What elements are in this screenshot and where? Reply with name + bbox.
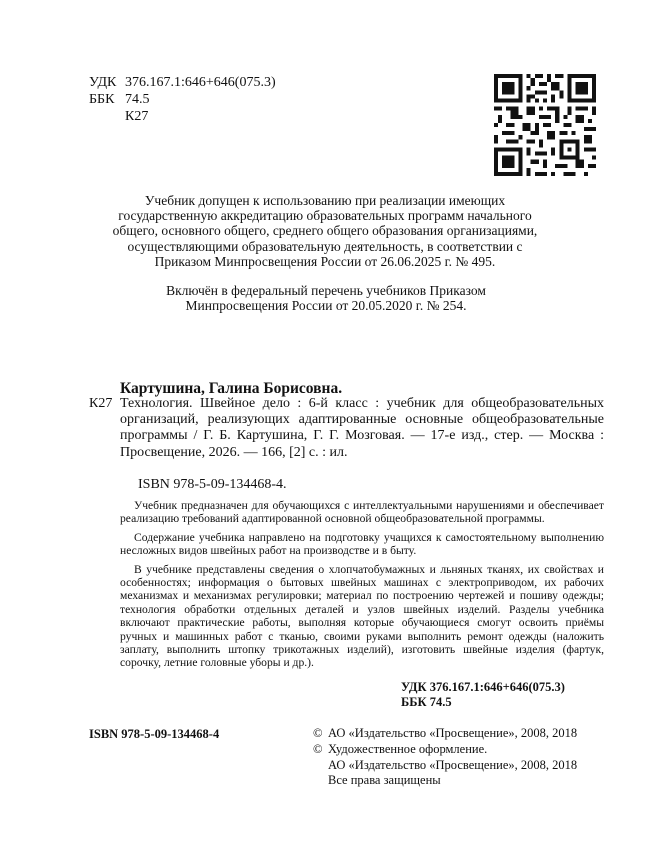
approval-statement: Учебник допущен к использованию при реализации имеющих государственную аккредитацию образовательных программ начального общего, основного общего, среднего общего образования организациями, осуществляющими образовательную деятельность, в соответствии с Приказом Минпросвещения России от 26.06.2025 г. № 495. [112, 193, 538, 269]
author-mark-row [89, 108, 276, 125]
abstract-paragraph: Учебник предназначен для обучающихся с интеллектуальными нарушениями и обеспечивает реализацию требований адаптированной основной общеобразовательной программы. [120, 499, 604, 526]
abstract [120, 499, 604, 675]
udk-row [89, 74, 276, 91]
qr-code-icon [494, 74, 596, 176]
copyright-block [313, 726, 577, 789]
footer-isbn: ISBN 978-5-09-134468-4 [89, 727, 220, 741]
footer-classification [401, 680, 565, 710]
copyright-symbol: © [313, 741, 323, 756]
copyright-line: © Художественное оформление. [313, 741, 488, 756]
udk-label: УДК [89, 75, 117, 90]
bbk-value: 74.5 [125, 92, 150, 107]
bbk-label: ББК [89, 92, 115, 107]
bibliographic-isbn: ISBN 978-5-09-134468-4. [138, 477, 287, 492]
bibliographic-description: Технология. Швейное дело : 6-й класс : учебник для общеобразовательных организаций, реализующих адаптированные основные общеобразовательные программы / Г. Б. Картушина, Г. Г. Мозговая. — 17-е изд., стер. — Москва : Просвещение, 2026. — 166, [2] с. : ил. [120, 396, 604, 460]
classification-block [89, 74, 276, 125]
author-mark: К27 [125, 109, 149, 124]
abstract-paragraph: В учебнике представлены сведения о хлопчатобумажных и льняных тканях, их свойствах и особенностях; информация о бытовых швейных машинах с электроприводом, их рабочих механизмах и механизмах регулировки; материал по построению чертежей и пошиву одежды; технология обработки отдельных деталей и узлов швейных изделий. Разделы учебника включают практические работы, выполняя которые обучающиеся смогут освоить приёмы ручных и машинных работ с тканью, своими руками выполнить ремонт одежды (наложить заплату, выполнить штопку трикотажных изделий), изготовить швейные изделия (фартук, сорочку, летние головные уборы и др.). [120, 562, 604, 670]
author-code: К27 [89, 396, 113, 411]
footer-bbk: ББК 74.5 [401, 695, 452, 709]
abstract-paragraph: Содержание учебника направлено на подготовку учащихся к самостоятельному выполнению несложных видов швейных работ на производстве и в быту. [120, 530, 604, 558]
udk-value: 376.167.1:646+646(075.3) [125, 75, 276, 90]
copyright-symbol: © [313, 726, 323, 740]
federal-list-statement: Включён в федеральный перечень учебников Приказом Минпросвещения России от 20.05.2020 г. № 254. [166, 283, 486, 314]
footer-udk: УДК 376.167.1:646+646(075.3) [401, 680, 565, 694]
rights-reserved: Все права защищены [328, 773, 441, 788]
copyright-line: © АО «Издательство «Просвещение», 2008, 2018 [313, 726, 578, 740]
copyright-line: АО «Издательство «Просвещение», 2008, 2018 [328, 757, 578, 772]
bbk-row [89, 91, 276, 108]
author-heading: Картушина, Галина Борисовна. [120, 380, 343, 397]
